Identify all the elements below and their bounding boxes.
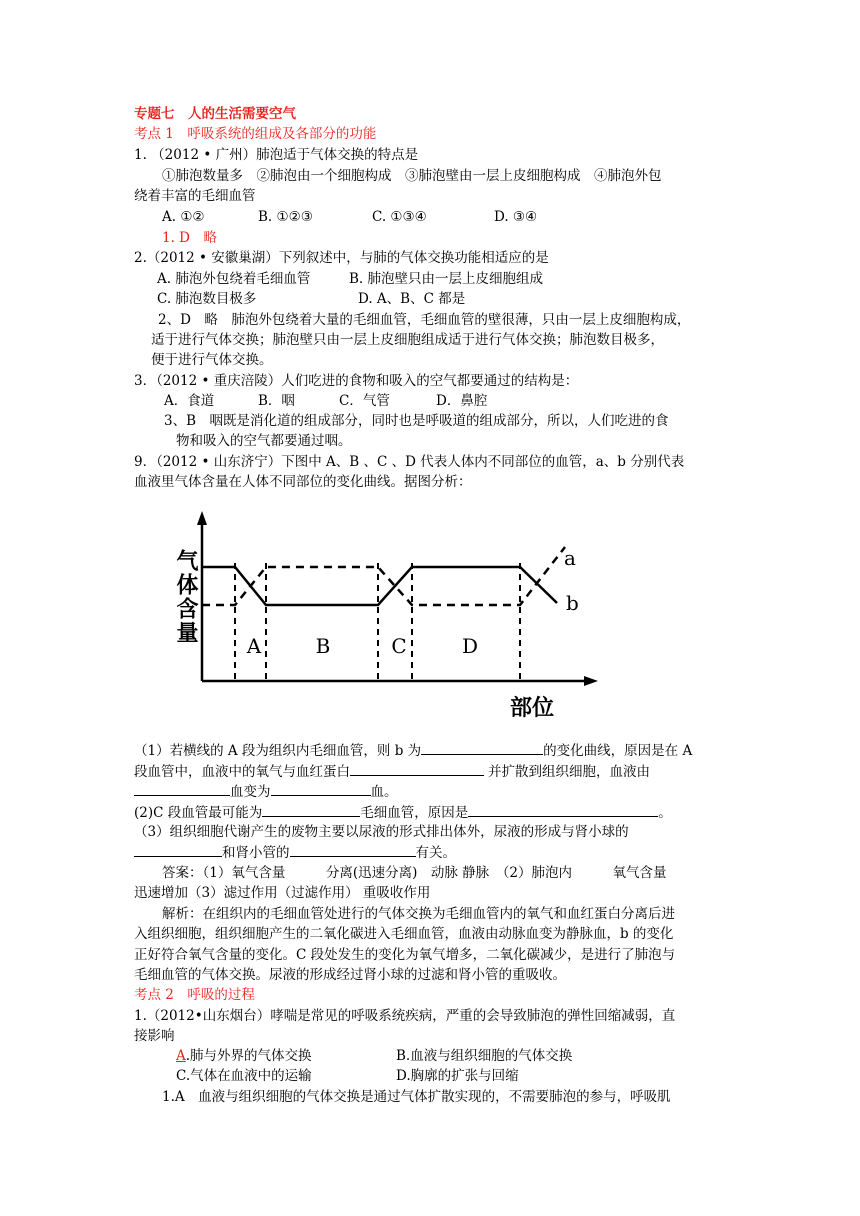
series-line-b — [202, 567, 557, 605]
segment-label-d: D — [461, 634, 479, 658]
q9-answer-line1: 答案：（1）氧气含量 分离(迅速分离) 动脉 静脉 （2）肺泡内 氧气含量 — [162, 865, 667, 881]
segment-label-a: A — [246, 634, 262, 658]
q9-part1-text-b: 的变化曲线，原因是在 A — [543, 743, 693, 759]
q9-blank-2[interactable] — [350, 761, 484, 776]
q9-blank-8[interactable] — [290, 842, 416, 857]
segment-label-c: C — [391, 634, 407, 658]
q9-explanation-line1: 解析：在组织内的毛细血管处进行的气体交换为毛细血管内的氧气和血红蛋白分离后进 — [162, 906, 675, 922]
q2-option-c: C. 肺泡数目极多 — [157, 291, 257, 307]
q3-option-c: C．气管 — [339, 393, 390, 409]
q3-answer-line2: 物和吸入的空气都要通过咽。 — [176, 433, 352, 449]
series-label-a: a — [564, 546, 576, 570]
q4-option-d: D.胸廓的扩张与回缩 — [396, 1068, 519, 1084]
q9-part3-text-c: 有关。 — [415, 845, 456, 861]
q1-option-d: D. ③④ — [494, 209, 538, 225]
series-label-b: b — [566, 591, 579, 615]
q2-option-d: D. A、B、C 都是 — [358, 291, 466, 307]
q9-part2-text-b: 毛细血管，原因是 — [360, 805, 469, 821]
q4-answer-line1: 1.A 血液与组织细胞的气体交换是通过气体扩散实现的，不需要肺泡的参与，呼吸肌 — [162, 1089, 671, 1105]
q2-answer-line3: 便于进行气体交换。 — [151, 352, 273, 368]
q9-explanation-line3: 正好符合氧气含量的变化。C 段处发生的变化为氧气增多，二氧化碳减少，是进行了肺泡与 — [134, 947, 676, 963]
q1-option-b: B. ①②③ — [258, 209, 313, 225]
q9-blank-4[interactable] — [271, 781, 371, 796]
q9-part1-line3 — [134, 781, 398, 802]
q9-part1-text-a: （1）若横线的 A 段为组织内毛细血管，则 b 为 — [134, 743, 422, 759]
q9-blank-6[interactable] — [468, 802, 658, 817]
q4-option-a-text: .肺与外界的气体交换 — [185, 1048, 312, 1064]
q9-stem-line2: 血液里气体含量在人体不同部位的变化曲线。据图分析： — [134, 474, 472, 490]
segment-labels — [246, 634, 478, 658]
gas-content-chart — [160, 505, 610, 730]
q1-stem: 1. （2012 • 广州）肺泡适于气体交换的特点是 — [134, 147, 419, 163]
q2-answer-line1: 2、D 略 肺泡外包绕着大量的毛细血管，毛细血管的壁很薄，只由一层上皮细胞构成， — [158, 312, 691, 328]
key-point-2-heading: 考点 2 呼吸的过程 — [134, 987, 255, 1003]
q9-part1-text-c: 段血管中，血液中的氧气与血红蛋白 — [134, 764, 350, 780]
segment-boundaries — [235, 563, 520, 681]
key-point-1-heading: 考点 1 呼吸系统的组成及各部分的功能 — [134, 126, 377, 142]
q2-answer-line2: 适于进行气体交换；肺泡壁只由一层上皮细胞组成适于进行气体交换；肺泡数目极多， — [151, 332, 664, 348]
q1-option-c: C. ①③④ — [372, 209, 427, 225]
q1-option-a: A. ①② — [162, 209, 205, 225]
series-line-a — [202, 547, 565, 605]
q3-option-b: B．咽 — [258, 393, 295, 409]
q9-blank-1[interactable] — [421, 740, 543, 755]
q9-part3-line1: （3）组织细胞代谢产生的废物主要以尿液的形式排出体外，尿液的形成与肾小球的 — [134, 824, 629, 840]
x-axis-label: 部位 — [510, 695, 555, 721]
q4-option-a — [176, 1046, 312, 1066]
q9-part1-line2 — [134, 761, 650, 782]
q9-part2-text-c: 。 — [658, 805, 672, 821]
q3-stem: 3．（2012 • 重庆涪陵）人们吃进的食物和吸入的空气都要通过的结构是： — [134, 373, 579, 389]
q3-option-a: A．食道 — [164, 393, 215, 409]
series-lines — [202, 547, 565, 605]
q3-option-d: D．鼻腔 — [436, 393, 488, 409]
q9-explanation-line2: 入组织细胞，组织细胞产生的二氧化碳进入毛细血管，血液由动脉血变为静脉血，b 的变化 — [134, 926, 674, 942]
q9-answer-line2: 迅速增加（3）滤过作用（过滤作用） 重吸收作用 — [134, 885, 431, 901]
q1-answer: 1. D 略 — [162, 230, 217, 246]
topic-title: 专题七 人的生活需要空气 — [134, 106, 296, 122]
q9-part1-text-f: 血。 — [370, 784, 398, 800]
series-labels — [564, 546, 579, 615]
q9-stem-line1: 9．（2012 • 山东济宁）下图中 A、B 、C 、D 代表人体内不同部位的血管，a、b 分别代表 — [134, 454, 685, 470]
q4-option-b: B.血液与组织细胞的气体交换 — [396, 1048, 573, 1064]
q9-part2-text-a: (2)C 段血管最可能为 — [134, 805, 263, 821]
q4-stem-line1: 1.（2012•山东烟台）哮喘是常见的呼吸系统疾病，严重的会导致肺泡的弹性回缩减弱，直 — [134, 1008, 676, 1024]
q9-part1-text-d: 并扩散到组织细胞，血液由 — [488, 764, 650, 780]
q1-items-line1: ①肺泡数量多 ②肺泡由一个细胞构成 ③肺泡壁由一层上皮细胞构成 ④肺泡外包 — [162, 168, 662, 184]
q9-part3-text-b: 和肾小管的 — [222, 845, 290, 861]
q9-blank-3[interactable] — [134, 781, 230, 796]
q1-items-line2: 绕着丰富的毛细血管 — [134, 188, 256, 204]
segment-label-b: B — [315, 634, 331, 658]
q4-stem-line2: 接影响 — [134, 1028, 175, 1044]
q2-stem: 2.（2012 • 安徽巢湖）下列叙述中，与肺的气体交换功能相适应的是 — [134, 250, 549, 266]
q9-part3-line2 — [134, 842, 456, 863]
q9-blank-5[interactable] — [262, 802, 360, 817]
q3-answer-line1: 3、B 咽既是消化道的组成部分，同时也是呼吸道的组成部分，所以，人们吃进的食 — [164, 413, 669, 429]
x-axis — [202, 676, 598, 686]
y-axis-label: 气体含量 — [173, 549, 199, 645]
q4-option-c: C.气体在血液中的运输 — [176, 1068, 312, 1084]
q9-blank-7[interactable] — [134, 842, 222, 857]
q9-part1-line1 — [134, 740, 692, 761]
q9-part1-text-e: 血变为 — [230, 784, 271, 800]
q2-option-a: A. 肺泡外包绕着毛细血管 — [157, 271, 311, 287]
q4-option-a-letter: A — [176, 1048, 186, 1064]
q9-part2-line — [134, 802, 672, 823]
q2-option-b: B. 肺泡壁只由一层上皮细胞组成 — [349, 271, 544, 287]
q9-explanation-line4: 毛细血管的气体交换。尿液的形成经过肾小球的过滤和肾小管的重吸收。 — [134, 967, 566, 983]
